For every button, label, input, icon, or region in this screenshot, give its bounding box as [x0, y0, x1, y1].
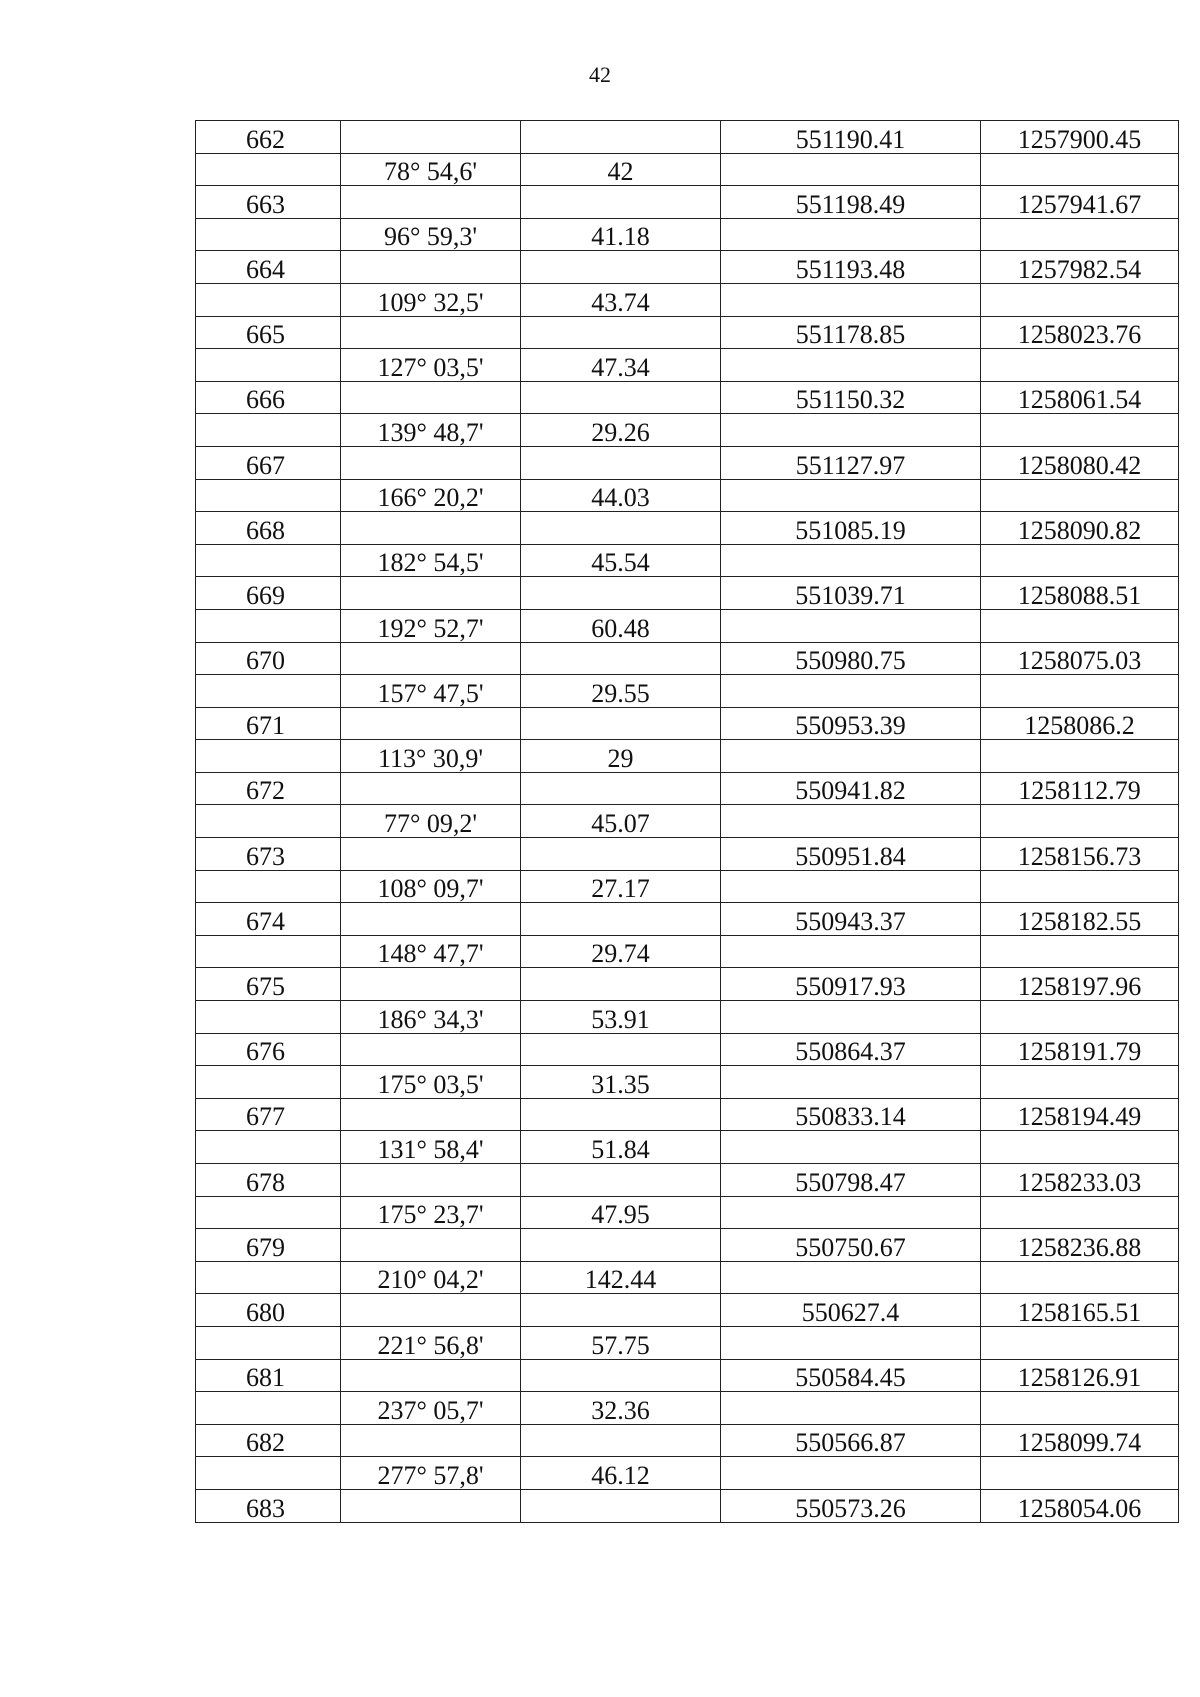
direction-angle-cell — [341, 642, 521, 675]
x-coordinate-cell: 551150.32 — [721, 381, 981, 414]
y-coordinate-cell: 1258086.2 — [981, 707, 1179, 740]
direction-angle-cell — [341, 1294, 521, 1327]
direction-angle-cell: 131° 58,4' — [341, 1131, 521, 1164]
direction-angle-cell — [341, 772, 521, 805]
direction-angle-cell — [341, 186, 521, 219]
point-row — [196, 1424, 1179, 1457]
y-coordinate-cell: 1258182.55 — [981, 903, 1179, 936]
segment-row — [196, 283, 1179, 316]
point-number-cell: 667 — [196, 446, 341, 479]
point-number-cell: 664 — [196, 251, 341, 284]
point-number-cell: 683 — [196, 1489, 341, 1522]
x-coordinate-cell: 550953.39 — [721, 707, 981, 740]
point-number-cell: 679 — [196, 1229, 341, 1262]
distance-cell — [521, 1424, 721, 1457]
distance-cell: 45.07 — [521, 805, 721, 838]
direction-angle-cell: 221° 56,8' — [341, 1326, 521, 1359]
point-row — [196, 1033, 1179, 1066]
x-coordinate-cell — [721, 870, 981, 903]
distance-cell — [521, 772, 721, 805]
x-coordinate-cell: 551039.71 — [721, 577, 981, 610]
segment-row — [196, 544, 1179, 577]
direction-angle-cell — [341, 1164, 521, 1197]
x-coordinate-cell: 551193.48 — [721, 251, 981, 284]
x-coordinate-cell: 550627.4 — [721, 1294, 981, 1327]
direction-angle-cell — [341, 903, 521, 936]
point-number-cell — [196, 414, 341, 447]
direction-angle-cell — [341, 1359, 521, 1392]
point-number-cell — [196, 870, 341, 903]
y-coordinate-cell: 1258233.03 — [981, 1164, 1179, 1197]
x-coordinate-cell: 551085.19 — [721, 512, 981, 545]
distance-cell: 43.74 — [521, 283, 721, 316]
point-row — [196, 316, 1179, 349]
x-coordinate-cell — [721, 479, 981, 512]
y-coordinate-cell — [981, 740, 1179, 773]
segment-row — [196, 153, 1179, 186]
direction-angle-cell — [341, 512, 521, 545]
point-row — [196, 903, 1179, 936]
y-coordinate-cell — [981, 544, 1179, 577]
y-coordinate-cell: 1258090.82 — [981, 512, 1179, 545]
coordinates-table — [195, 120, 1179, 1523]
direction-angle-cell: 108° 09,7' — [341, 870, 521, 903]
point-number-cell — [196, 218, 341, 251]
point-number-cell — [196, 1326, 341, 1359]
point-number-cell: 675 — [196, 968, 341, 1001]
direction-angle-cell — [341, 381, 521, 414]
point-number-cell — [196, 935, 341, 968]
point-number-cell: 671 — [196, 707, 341, 740]
segment-row — [196, 740, 1179, 773]
segment-row — [196, 870, 1179, 903]
distance-cell — [521, 642, 721, 675]
direction-angle-cell: 237° 05,7' — [341, 1392, 521, 1425]
x-coordinate-cell — [721, 609, 981, 642]
x-coordinate-cell: 550798.47 — [721, 1164, 981, 1197]
y-coordinate-cell — [981, 1066, 1179, 1099]
point-number-cell: 662 — [196, 121, 341, 154]
point-row — [196, 381, 1179, 414]
y-coordinate-cell — [981, 1131, 1179, 1164]
y-coordinate-cell: 1258061.54 — [981, 381, 1179, 414]
x-coordinate-cell — [721, 1457, 981, 1490]
distance-cell — [521, 1098, 721, 1131]
direction-angle-cell — [341, 577, 521, 610]
y-coordinate-cell: 1258236.88 — [981, 1229, 1179, 1262]
distance-cell — [521, 838, 721, 871]
direction-angle-cell: 186° 34,3' — [341, 1001, 521, 1034]
distance-cell: 46.12 — [521, 1457, 721, 1490]
y-coordinate-cell — [981, 153, 1179, 186]
point-number-cell — [196, 1392, 341, 1425]
point-row — [196, 577, 1179, 610]
segment-row — [196, 479, 1179, 512]
x-coordinate-cell: 550750.67 — [721, 1229, 981, 1262]
y-coordinate-cell — [981, 283, 1179, 316]
direction-angle-cell: 277° 57,8' — [341, 1457, 521, 1490]
y-coordinate-cell: 1258054.06 — [981, 1489, 1179, 1522]
y-coordinate-cell: 1257982.54 — [981, 251, 1179, 284]
x-coordinate-cell: 550951.84 — [721, 838, 981, 871]
distance-cell: 31.35 — [521, 1066, 721, 1099]
distance-cell — [521, 381, 721, 414]
segment-row — [196, 1457, 1179, 1490]
distance-cell: 142.44 — [521, 1261, 721, 1294]
x-coordinate-cell — [721, 283, 981, 316]
point-number-cell — [196, 479, 341, 512]
y-coordinate-cell: 1258099.74 — [981, 1424, 1179, 1457]
x-coordinate-cell — [721, 1392, 981, 1425]
distance-cell — [521, 186, 721, 219]
point-number-cell — [196, 1131, 341, 1164]
y-coordinate-cell: 1257941.67 — [981, 186, 1179, 219]
x-coordinate-cell: 550566.87 — [721, 1424, 981, 1457]
y-coordinate-cell: 1258088.51 — [981, 577, 1179, 610]
x-coordinate-cell — [721, 740, 981, 773]
direction-angle-cell: 109° 32,5' — [341, 283, 521, 316]
x-coordinate-cell — [721, 1196, 981, 1229]
x-coordinate-cell — [721, 153, 981, 186]
distance-cell: 41.18 — [521, 218, 721, 251]
y-coordinate-cell — [981, 349, 1179, 382]
distance-cell — [521, 1229, 721, 1262]
distance-cell: 57.75 — [521, 1326, 721, 1359]
distance-cell: 44.03 — [521, 479, 721, 512]
y-coordinate-cell — [981, 675, 1179, 708]
point-row — [196, 642, 1179, 675]
direction-angle-cell — [341, 316, 521, 349]
x-coordinate-cell: 550941.82 — [721, 772, 981, 805]
x-coordinate-cell — [721, 349, 981, 382]
point-number-cell — [196, 283, 341, 316]
x-coordinate-cell: 550943.37 — [721, 903, 981, 936]
x-coordinate-cell — [721, 935, 981, 968]
point-number-cell: 673 — [196, 838, 341, 871]
point-number-cell: 672 — [196, 772, 341, 805]
point-number-cell — [196, 1261, 341, 1294]
point-number-cell: 669 — [196, 577, 341, 610]
distance-cell — [521, 121, 721, 154]
segment-row — [196, 805, 1179, 838]
x-coordinate-cell: 550980.75 — [721, 642, 981, 675]
point-number-cell — [196, 609, 341, 642]
y-coordinate-cell: 1258191.79 — [981, 1033, 1179, 1066]
distance-cell — [521, 1164, 721, 1197]
point-number-cell: 674 — [196, 903, 341, 936]
point-number-cell: 681 — [196, 1359, 341, 1392]
distance-cell: 29.55 — [521, 675, 721, 708]
distance-cell: 29 — [521, 740, 721, 773]
direction-angle-cell: 148° 47,7' — [341, 935, 521, 968]
segment-row — [196, 1001, 1179, 1034]
direction-angle-cell: 127° 03,5' — [341, 349, 521, 382]
point-number-cell: 677 — [196, 1098, 341, 1131]
direction-angle-cell: 175° 03,5' — [341, 1066, 521, 1099]
y-coordinate-cell — [981, 1261, 1179, 1294]
distance-cell — [521, 577, 721, 610]
y-coordinate-cell — [981, 1196, 1179, 1229]
point-number-cell — [196, 1001, 341, 1034]
point-row — [196, 186, 1179, 219]
direction-angle-cell — [341, 121, 521, 154]
coordinates-table-body — [196, 121, 1179, 1523]
x-coordinate-cell: 550573.26 — [721, 1489, 981, 1522]
distance-cell — [521, 446, 721, 479]
y-coordinate-cell — [981, 414, 1179, 447]
y-coordinate-cell: 1257900.45 — [981, 121, 1179, 154]
distance-cell: 47.34 — [521, 349, 721, 382]
y-coordinate-cell — [981, 870, 1179, 903]
distance-cell — [521, 1489, 721, 1522]
point-number-cell: 678 — [196, 1164, 341, 1197]
x-coordinate-cell: 551178.85 — [721, 316, 981, 349]
direction-angle-cell — [341, 446, 521, 479]
direction-angle-cell: 175° 23,7' — [341, 1196, 521, 1229]
direction-angle-cell — [341, 968, 521, 1001]
direction-angle-cell: 77° 09,2' — [341, 805, 521, 838]
y-coordinate-cell: 1258126.91 — [981, 1359, 1179, 1392]
direction-angle-cell: 166° 20,2' — [341, 479, 521, 512]
y-coordinate-cell — [981, 1326, 1179, 1359]
x-coordinate-cell: 551127.97 — [721, 446, 981, 479]
segment-row — [196, 609, 1179, 642]
distance-cell — [521, 1294, 721, 1327]
point-number-cell — [196, 1196, 341, 1229]
y-coordinate-cell — [981, 1392, 1179, 1425]
direction-angle-cell: 139° 48,7' — [341, 414, 521, 447]
point-row — [196, 251, 1179, 284]
distance-cell — [521, 903, 721, 936]
y-coordinate-cell: 1258112.79 — [981, 772, 1179, 805]
point-row — [196, 838, 1179, 871]
direction-angle-cell: 182° 54,5' — [341, 544, 521, 577]
direction-angle-cell — [341, 251, 521, 284]
segment-row — [196, 1392, 1179, 1425]
point-row — [196, 707, 1179, 740]
x-coordinate-cell — [721, 1261, 981, 1294]
distance-cell — [521, 1359, 721, 1392]
direction-angle-cell — [341, 1033, 521, 1066]
point-row — [196, 121, 1179, 154]
x-coordinate-cell — [721, 805, 981, 838]
point-row — [196, 1098, 1179, 1131]
y-coordinate-cell — [981, 1457, 1179, 1490]
y-coordinate-cell: 1258023.76 — [981, 316, 1179, 349]
y-coordinate-cell: 1258194.49 — [981, 1098, 1179, 1131]
x-coordinate-cell: 551190.41 — [721, 121, 981, 154]
segment-row — [196, 1066, 1179, 1099]
distance-cell: 51.84 — [521, 1131, 721, 1164]
distance-cell — [521, 707, 721, 740]
direction-angle-cell — [341, 1424, 521, 1457]
x-coordinate-cell: 550833.14 — [721, 1098, 981, 1131]
y-coordinate-cell — [981, 805, 1179, 838]
direction-angle-cell: 157° 47,5' — [341, 675, 521, 708]
segment-row — [196, 1261, 1179, 1294]
segment-row — [196, 1326, 1179, 1359]
segment-row — [196, 935, 1179, 968]
distance-cell: 29.26 — [521, 414, 721, 447]
point-number-cell: 668 — [196, 512, 341, 545]
y-coordinate-cell — [981, 935, 1179, 968]
y-coordinate-cell — [981, 479, 1179, 512]
direction-angle-cell: 192° 52,7' — [341, 609, 521, 642]
point-row — [196, 512, 1179, 545]
distance-cell: 32.36 — [521, 1392, 721, 1425]
y-coordinate-cell: 1258197.96 — [981, 968, 1179, 1001]
x-coordinate-cell: 550584.45 — [721, 1359, 981, 1392]
x-coordinate-cell — [721, 414, 981, 447]
point-row — [196, 1489, 1179, 1522]
point-number-cell: 663 — [196, 186, 341, 219]
distance-cell: 45.54 — [521, 544, 721, 577]
y-coordinate-cell: 1258080.42 — [981, 446, 1179, 479]
distance-cell — [521, 1033, 721, 1066]
direction-angle-cell — [341, 707, 521, 740]
x-coordinate-cell — [721, 1326, 981, 1359]
point-row — [196, 1229, 1179, 1262]
x-coordinate-cell — [721, 675, 981, 708]
point-number-cell: 680 — [196, 1294, 341, 1327]
point-number-cell — [196, 1066, 341, 1099]
distance-cell — [521, 968, 721, 1001]
point-row — [196, 1359, 1179, 1392]
point-number-cell: 676 — [196, 1033, 341, 1066]
distance-cell — [521, 512, 721, 545]
distance-cell: 53.91 — [521, 1001, 721, 1034]
distance-cell: 42 — [521, 153, 721, 186]
segment-row — [196, 414, 1179, 447]
x-coordinate-cell — [721, 1131, 981, 1164]
page-number: 42 — [589, 62, 611, 87]
segment-row — [196, 1196, 1179, 1229]
direction-angle-cell: 78° 54,6' — [341, 153, 521, 186]
x-coordinate-cell — [721, 544, 981, 577]
segment-row — [196, 349, 1179, 382]
x-coordinate-cell: 551198.49 — [721, 186, 981, 219]
point-number-cell: 682 — [196, 1424, 341, 1457]
y-coordinate-cell — [981, 609, 1179, 642]
x-coordinate-cell — [721, 1066, 981, 1099]
direction-angle-cell — [341, 1098, 521, 1131]
point-row — [196, 446, 1179, 479]
x-coordinate-cell — [721, 1001, 981, 1034]
direction-angle-cell: 210° 04,2' — [341, 1261, 521, 1294]
point-number-cell: 666 — [196, 381, 341, 414]
y-coordinate-cell — [981, 1001, 1179, 1034]
y-coordinate-cell: 1258165.51 — [981, 1294, 1179, 1327]
y-coordinate-cell — [981, 218, 1179, 251]
point-number-cell — [196, 1457, 341, 1490]
point-row — [196, 968, 1179, 1001]
point-number-cell — [196, 675, 341, 708]
point-number-cell — [196, 349, 341, 382]
segment-row — [196, 675, 1179, 708]
distance-cell: 29.74 — [521, 935, 721, 968]
distance-cell: 27.17 — [521, 870, 721, 903]
distance-cell — [521, 316, 721, 349]
direction-angle-cell — [341, 838, 521, 871]
point-row — [196, 1164, 1179, 1197]
direction-angle-cell: 113° 30,9' — [341, 740, 521, 773]
distance-cell: 60.48 — [521, 609, 721, 642]
y-coordinate-cell: 1258156.73 — [981, 838, 1179, 871]
point-row — [196, 1294, 1179, 1327]
x-coordinate-cell: 550917.93 — [721, 968, 981, 1001]
point-number-cell — [196, 544, 341, 577]
segment-row — [196, 218, 1179, 251]
point-number-cell — [196, 740, 341, 773]
direction-angle-cell — [341, 1489, 521, 1522]
point-number-cell: 665 — [196, 316, 341, 349]
direction-angle-cell — [341, 1229, 521, 1262]
distance-cell: 47.95 — [521, 1196, 721, 1229]
x-coordinate-cell: 550864.37 — [721, 1033, 981, 1066]
point-number-cell — [196, 153, 341, 186]
segment-row — [196, 1131, 1179, 1164]
y-coordinate-cell: 1258075.03 — [981, 642, 1179, 675]
point-number-cell: 670 — [196, 642, 341, 675]
x-coordinate-cell — [721, 218, 981, 251]
point-row — [196, 772, 1179, 805]
point-number-cell — [196, 805, 341, 838]
distance-cell — [521, 251, 721, 284]
direction-angle-cell: 96° 59,3' — [341, 218, 521, 251]
